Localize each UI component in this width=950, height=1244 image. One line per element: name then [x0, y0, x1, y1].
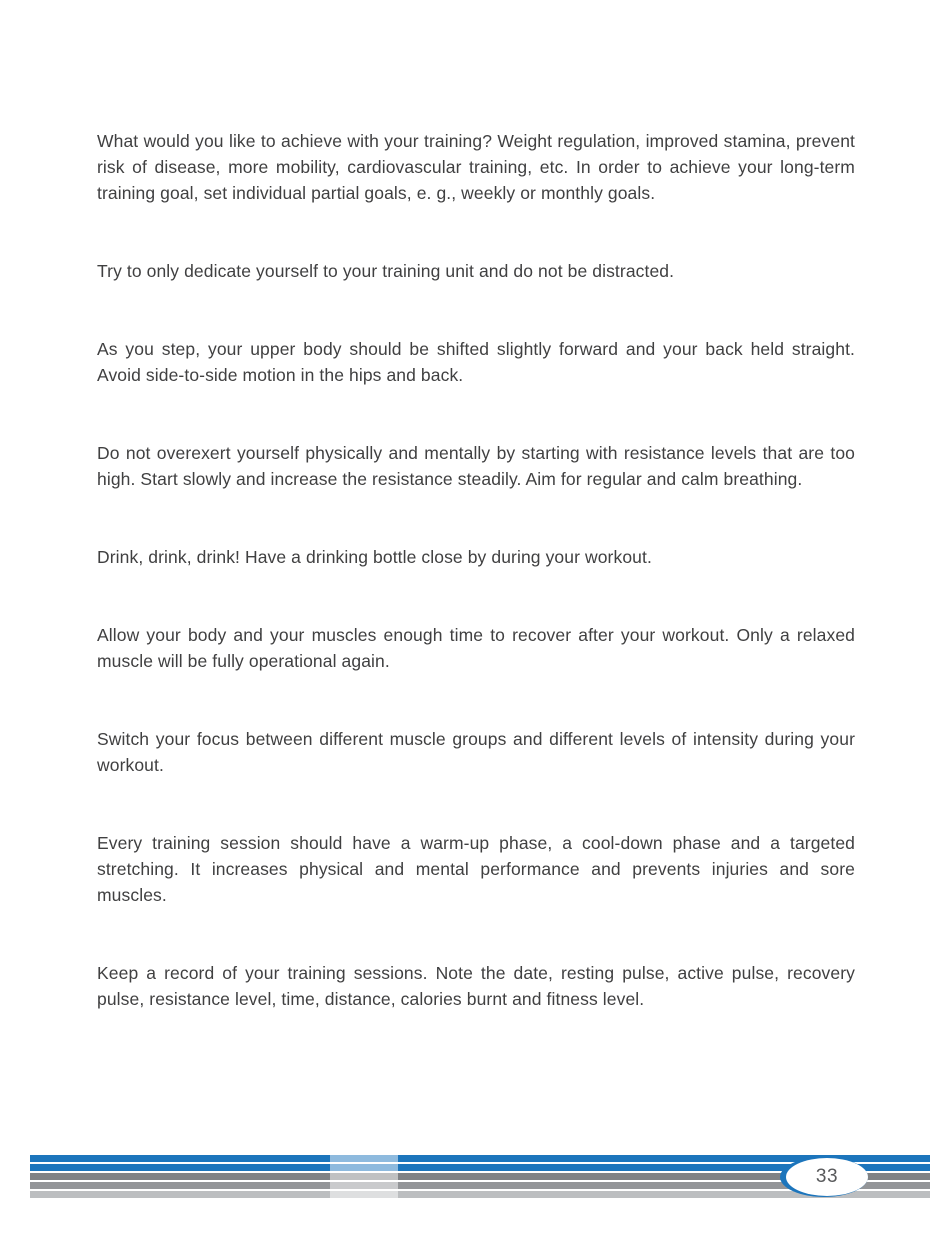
paragraph-posture: As you step, your upper body should be shifted slightly forward and your back held straight. Avoid side-to-side motion in the hips and back.: [97, 339, 855, 385]
paragraph-training-goal: What would you like to achieve with your training? Weight regulation, improved stamina, prevent risk of disease, more mobility, cardiovascular training, etc. In order to achieve your long-term training goal, set individual partial goals, e. g., weekly or monthly goals.: [97, 131, 855, 203]
paragraph-record: Keep a record of your training sessions. Note the date, resting pulse, active pulse, recovery pulse, resistance level, time, distance, calories burnt and fitness level.: [97, 963, 855, 1009]
page-number-oval: [786, 1158, 868, 1196]
footer-stripe-gray-3: [30, 1191, 930, 1198]
page-number-badge: [780, 1157, 868, 1197]
stripe-highlight: [330, 1155, 398, 1198]
paragraph-hydration: Drink, drink, drink! Have a drinking bottle close by during your workout.: [97, 547, 652, 567]
paragraph-resistance: Do not overexert yourself physically and mentally by starting with resistance levels that are too high. Start slowly and increase the resistance steadily. Aim for regular and calm breathing.: [97, 443, 855, 489]
paragraph-warmup: Every training session should have a warm-up phase, a cool-down phase and a targeted stretching. It increases physical and mental performance and prevents injuries and sore muscles.: [97, 833, 855, 905]
page-number: 33: [815, 1165, 839, 1187]
paragraph-focus: Switch your focus between different muscle groups and different levels of intensity during your workout.: [97, 729, 855, 775]
page-footer: [30, 1155, 930, 1198]
page-content: [97, 128, 855, 1064]
paragraph-dedication: Try to only dedicate yourself to your training unit and do not be distracted.: [97, 261, 675, 281]
paragraph-recovery: Allow your body and your muscles enough time to recover after your workout. Only a relaxed muscle will be fully operational again.: [97, 625, 855, 671]
